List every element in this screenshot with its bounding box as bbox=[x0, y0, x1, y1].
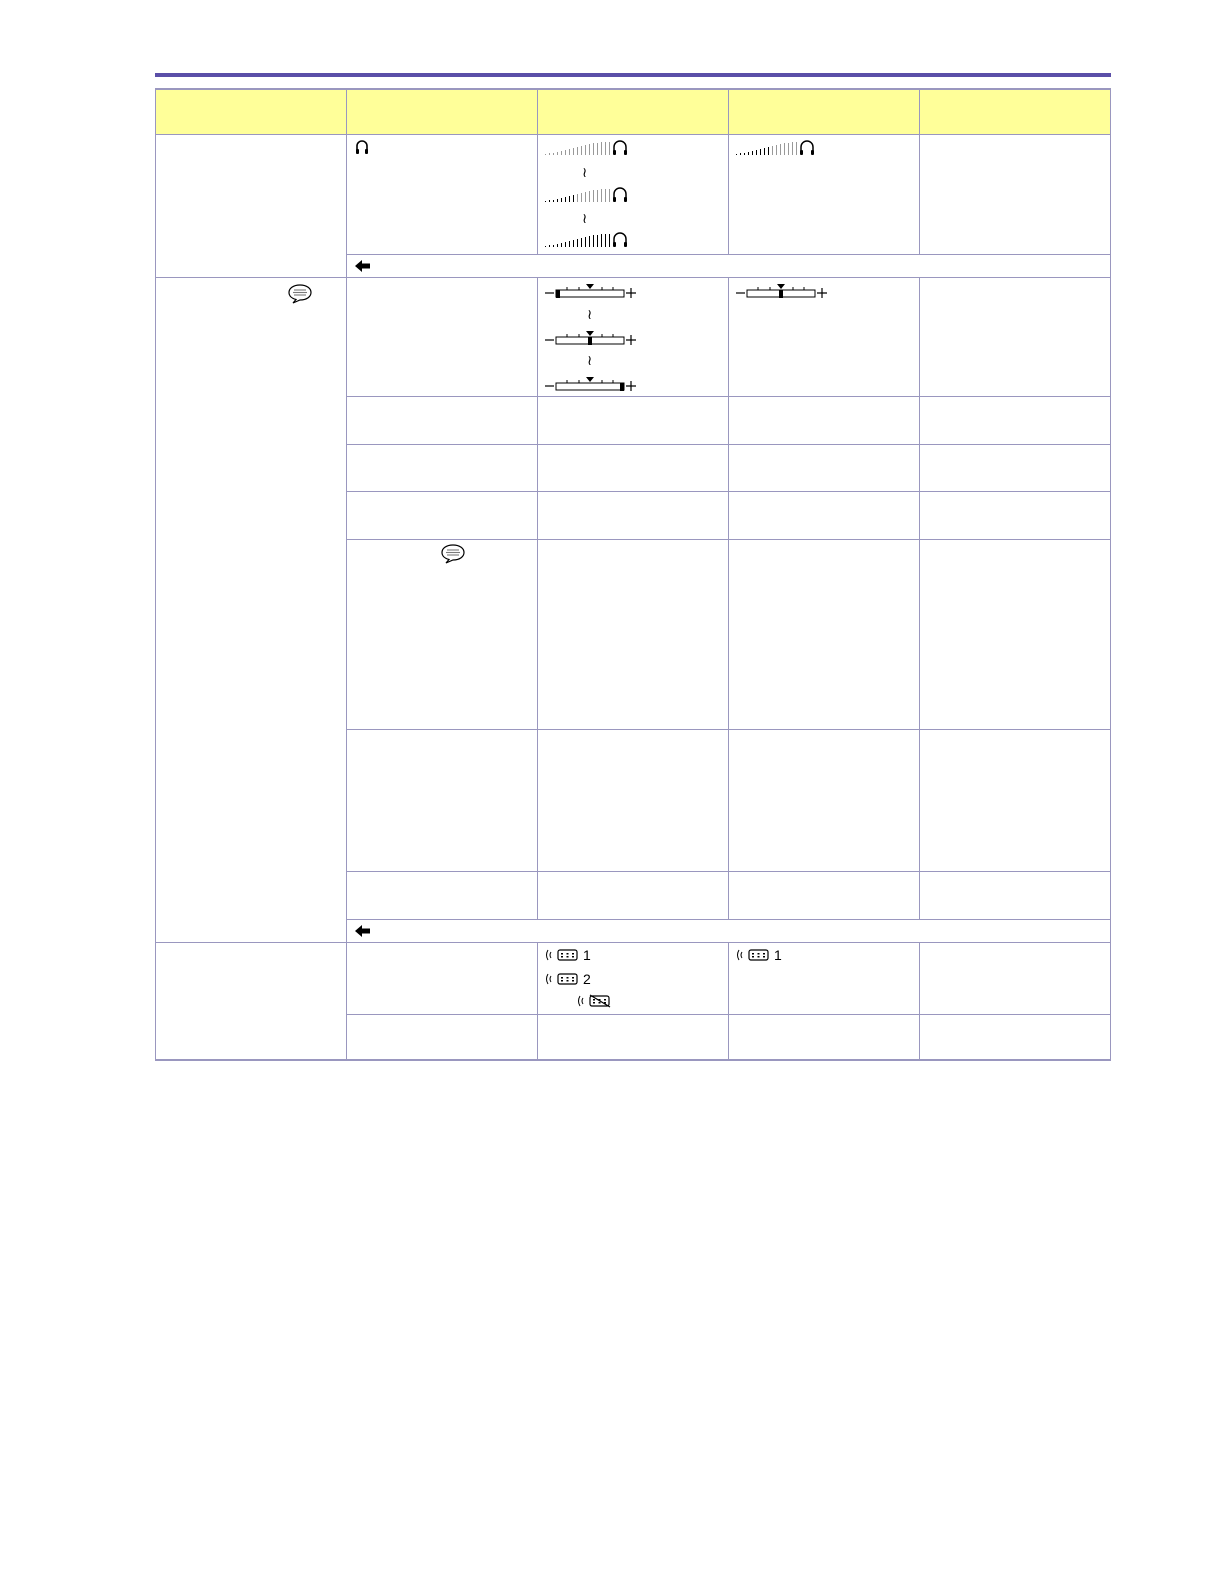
speech-bubble-icon bbox=[440, 543, 466, 565]
table-header-row bbox=[155, 88, 1111, 135]
grid-line bbox=[155, 134, 1111, 135]
grid-line bbox=[346, 871, 1111, 872]
wireless-remote-icon bbox=[544, 948, 580, 962]
speech-bubble-icon bbox=[287, 283, 313, 305]
volume-level-default-icon bbox=[735, 139, 821, 157]
approx-separator-icon: ≀ bbox=[587, 306, 593, 322]
grid-line bbox=[728, 277, 729, 919]
grid-line bbox=[537, 942, 538, 1061]
grid-line bbox=[346, 396, 1111, 397]
approx-separator-icon: ≀ bbox=[587, 352, 593, 368]
grid-line bbox=[1110, 88, 1111, 1061]
grid-line bbox=[155, 1059, 1111, 1061]
approx-separator-icon: ≀ bbox=[582, 210, 588, 226]
wireless-channel-2: 2 bbox=[583, 971, 591, 987]
grid-line bbox=[155, 88, 156, 1061]
balance-center-icon bbox=[544, 331, 640, 349]
back-arrow-icon[interactable] bbox=[355, 260, 371, 272]
headphone-icon bbox=[355, 139, 369, 155]
top-rule bbox=[155, 73, 1111, 77]
back-arrow-icon[interactable] bbox=[355, 925, 371, 937]
wireless-remote-icon bbox=[544, 972, 580, 986]
grid-line bbox=[346, 444, 1111, 445]
grid-line bbox=[728, 942, 729, 1061]
grid-line bbox=[346, 1014, 1111, 1015]
volume-level-high-icon bbox=[544, 231, 630, 249]
grid-line bbox=[919, 277, 920, 919]
grid-line bbox=[919, 942, 920, 1061]
grid-line bbox=[919, 88, 920, 254]
balance-left-icon bbox=[544, 284, 640, 302]
wireless-channel-1: 1 bbox=[583, 947, 591, 963]
grid-line bbox=[537, 277, 538, 919]
grid-line bbox=[346, 491, 1111, 492]
approx-separator-icon: ≀ bbox=[582, 164, 588, 180]
grid-line bbox=[155, 942, 1111, 943]
grid-line bbox=[346, 254, 1111, 255]
volume-level-low-icon bbox=[544, 139, 630, 157]
grid-line bbox=[346, 88, 347, 1061]
volume-level-mid-icon bbox=[544, 186, 630, 204]
grid-line bbox=[346, 729, 1111, 730]
balance-right-icon bbox=[544, 377, 640, 395]
grid-line bbox=[728, 88, 729, 254]
wireless-default-channel: 1 bbox=[774, 947, 782, 963]
grid-line bbox=[155, 277, 1111, 278]
settings-table bbox=[155, 88, 1111, 1061]
grid-line bbox=[346, 539, 1111, 540]
grid-line bbox=[537, 88, 538, 254]
grid-line bbox=[346, 919, 1111, 920]
grid-line bbox=[155, 88, 1111, 90]
wireless-remote-off-icon bbox=[576, 994, 612, 1008]
balance-default-icon bbox=[735, 284, 831, 302]
wireless-remote-icon bbox=[735, 948, 771, 962]
